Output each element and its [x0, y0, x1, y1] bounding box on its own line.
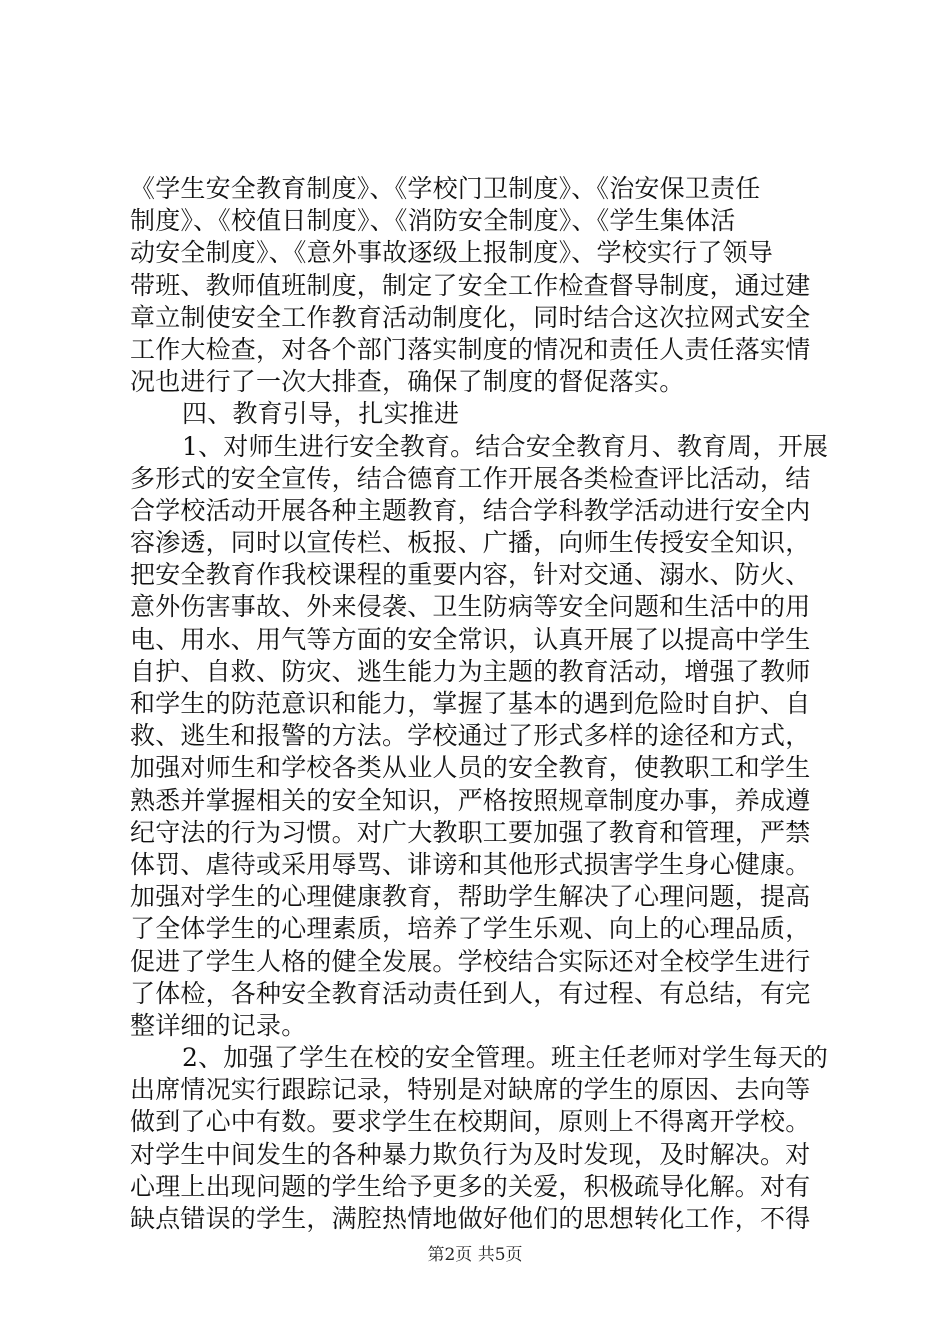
text-line: 了全体学生的心理素质，培养了学生乐观、向上的心理品质，	[130, 914, 811, 944]
text-line: 加强对学生的心理健康教育，帮助学生解决了心理问题，提高	[130, 882, 811, 912]
text-line: 《学生安全教育制度》、《学校门卫制度》、《治安保卫责任	[130, 174, 761, 203]
paragraph-start-line: 2、加强了学生在校的安全管理。班主任老师对学生每天的	[182, 1043, 829, 1073]
text-line: 章立制使安全工作教育活动制度化，同时结合这次拉网式安全	[130, 302, 811, 332]
text-line: 熟悉并掌握相关的安全知识，严格按照规章制度办事，养成遵	[130, 785, 811, 815]
text-line: 容渗透，同时以宣传栏、板报、广播，向师生传授安全知识，	[130, 528, 811, 558]
text-line: 出席情况实行跟踪记录，特别是对缺席的学生的原因、去向等	[130, 1075, 811, 1105]
text-line: 自护、自救、防灾、逃生能力为主题的教育活动，增强了教师	[130, 656, 811, 686]
text-line: 意外伤害事故、外来侵袭、卫生防病等安全问题和生活中的用	[130, 592, 811, 622]
text-line: 整详细的记录。	[130, 1010, 307, 1040]
text-line: 多形式的安全宣传，结合德育工作开展各类检查评比活动，结	[130, 463, 811, 493]
text-line: 电、用水、用气等方面的安全常识，认真开展了以提高中学生	[130, 624, 811, 654]
text-line: 促进了学生人格的健全发展。学校结合实际还对全校学生进行	[130, 946, 811, 976]
text-line: 做到了心中有数。要求学生在校期间，原则上不得离开学校。	[130, 1107, 811, 1137]
text-line: 体罚、虐待或采用辱骂、诽谤和其他形式损害学生身心健康。	[130, 849, 811, 879]
paragraph-start-line: 1、对师生进行安全教育。结合安全教育月、教育周，开展	[182, 431, 829, 461]
text-line: 救、逃生和报警的方法。学校通过了形式多样的途径和方式，	[130, 721, 811, 751]
page-number-label: 第2页 共5页	[427, 1245, 523, 1265]
text-line: 缺点错误的学生，满腔热情地做好他们的思想转化工作，不得	[130, 1204, 811, 1233]
text-line: 况也进行了一次大排查，确保了制度的督促落实。	[130, 367, 685, 397]
text-line: 纪守法的行为习惯。对广大教职工要加强了教育和管理，严禁	[130, 817, 811, 847]
text-line: 把安全教育作我校课程的重要内容，针对交通、溺水、防火、	[130, 560, 811, 590]
text-line: 动安全制度》、《意外事故逐级上报制度》、学校实行了领导	[130, 238, 773, 268]
text-line: 心理上出现问题的学生给予更多的关爱，积极疏导化解。对有	[130, 1171, 811, 1201]
text-line: 了体检，各种安全教育活动责任到人，有过程、有总结，有完	[130, 978, 811, 1008]
text-line: 和学生的防范意识和能力，掌握了基本的遇到危险时自护、自	[130, 689, 811, 718]
text-line: 制度》、《校值日制度》、《消防安全制度》、《学生集体活	[130, 206, 736, 236]
text-line: 加强对师生和学校各类从业人员的安全教育，使教职工和学生	[130, 753, 811, 783]
text-line: 合学校活动开展各种主题教育，结合学科教学活动进行安全内	[130, 495, 811, 525]
document-body	[130, 173, 830, 1235]
page-footer	[0, 1244, 950, 1266]
text-line: 带班、教师值班制度，制定了安全工作检查督导制度，通过建	[130, 270, 811, 300]
text-line: 对学生中间发生的各种暴力欺负行为及时发现，及时解决。对	[130, 1139, 811, 1169]
paragraph-start-line: 四、教育引导，扎实推进	[182, 399, 460, 429]
text-line: 工作大检查，对各个部门落实制度的情况和责任人责任落实情	[130, 334, 811, 364]
